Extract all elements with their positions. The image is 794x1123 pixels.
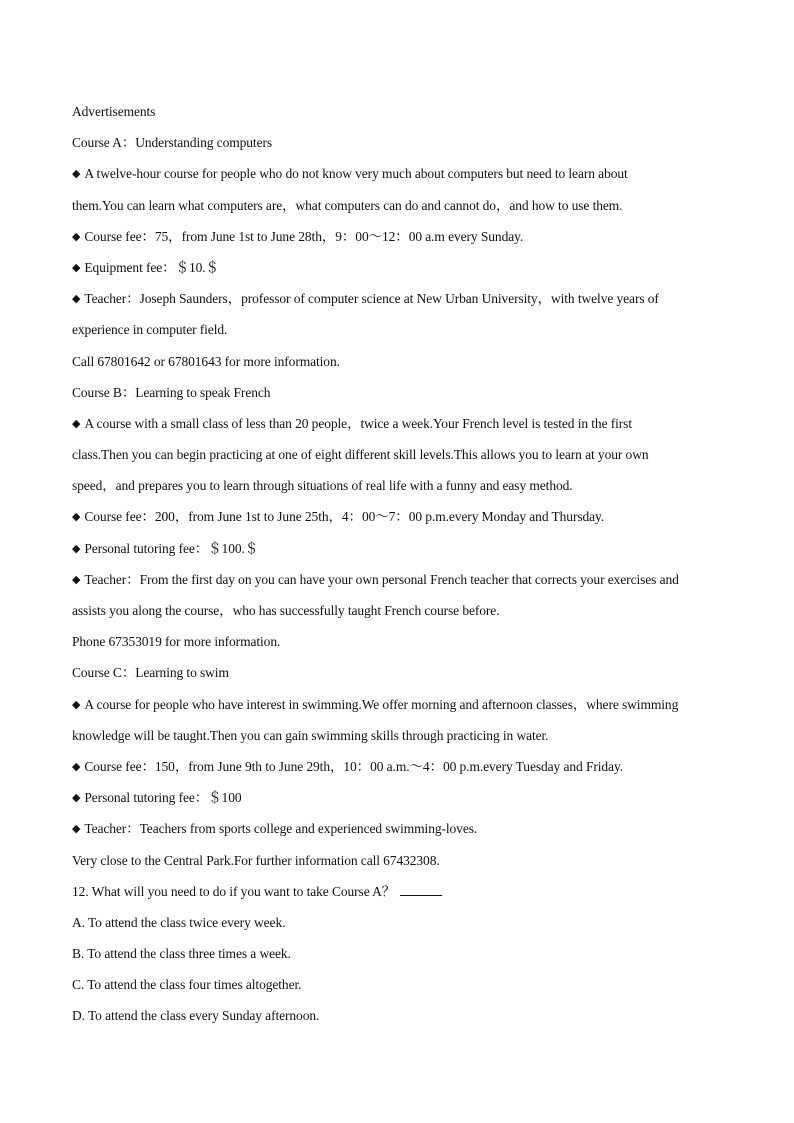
option-text: To attend the class four times altogether. [87,977,302,993]
answer-option[interactable] [72,1005,732,1036]
line-text: Teacher：Joseph Saunders，professor of computer science at New Urban University，with twelve years of [84,291,659,307]
diamond-bullet-icon: ◆ [72,759,81,773]
line-text: Phone 67353019 for more information. [72,634,281,650]
option-text: To attend the class every Sunday afternoon. [87,1008,320,1024]
line-text: experience in computer field. [72,322,228,338]
option-letter: C. [72,977,88,993]
diamond-bullet-icon: ◆ [72,697,81,711]
question-number: 12 [72,883,86,899]
diamond-bullet-icon: ◆ [72,167,81,181]
line-text: A course with a small class of less than 20 people，twice a week.Your French level is tested in the first [84,415,632,431]
document-page [72,101,732,1037]
text-line [72,132,732,163]
diamond-bullet-icon: ◆ [72,260,81,274]
text-line [72,195,732,226]
line-text: Call 67801642 or 67801643 for more information. [72,353,340,369]
line-text: Advertisements [72,104,156,119]
line-text: Course fee：75，from June 1st to June 28th，9：00～12：00 a.m every Sunday. [84,228,524,244]
question-text: What will you need to do if you want to take Course A？ [91,883,396,899]
bullet-line [72,787,732,818]
option-letter: D. [72,1008,88,1024]
bullet-line [72,288,732,319]
answer-options [72,912,732,1037]
diamond-bullet-icon: ◆ [72,416,81,430]
line-text: Course B：Learning to speak French [72,384,271,400]
bullet-line [72,818,732,849]
bullet-line [72,226,732,257]
text-line [72,850,732,881]
text-line [72,101,732,132]
diamond-bullet-icon: ◆ [72,791,81,805]
line-text: A twelve-hour course for people who do not know very much about computers but need to learn about [84,166,628,182]
option-letter: B. [72,946,88,962]
option-text: To attend the class three times a week. [87,946,291,962]
line-text: Very close to the Central Park.For further information call 67432308. [72,852,440,868]
line-text: Personal tutoring fee：＄100.＄ [84,540,259,556]
line-text: Course fee：200，from June 1st to June 25th，4：00～7：00 p.m.every Monday and Thursday. [84,509,605,525]
diamond-bullet-icon: ◆ [72,229,81,243]
question-line [72,881,732,912]
diamond-bullet-icon: ◆ [72,572,81,586]
diamond-bullet-icon: ◆ [72,510,81,524]
text-line [72,319,732,350]
bullet-line [72,756,732,787]
line-text: Teacher：Teachers from sports college and experienced swimming-loves. [84,821,478,837]
line-text: Personal tutoring fee：＄100 [84,790,242,806]
bullet-line [72,163,732,194]
answer-option[interactable] [72,912,732,943]
text-line [72,444,732,475]
line-text: them.You can learn what computers are，what computers can do and cannot do，and how to use them. [72,197,623,213]
text-line [72,631,732,662]
bullet-line [72,538,732,569]
text-line [72,600,732,631]
line-text: knowledge will be taught.Then you can gain swimming skills through practicing in water. [72,727,549,743]
line-text: Course A：Understanding computers [72,135,273,151]
diamond-bullet-icon: ◆ [72,822,81,836]
bullet-line [72,506,732,537]
diamond-bullet-icon: ◆ [72,292,81,306]
text-line [72,662,732,693]
question-dot: . [85,883,89,899]
line-text: speed，and prepares you to learn through situations of real life with a funny and easy method. [72,478,573,494]
text-line [72,725,732,756]
bullet-line [72,569,732,600]
text-line [72,382,732,413]
line-text: Course fee：150，from June 9th to June 29th，10：00 a.m.～4：00 p.m.every Tuesday and Friday. [84,758,623,774]
line-text: assists you along the course，who has successfully taught French course before. [72,603,500,618]
text-line [72,475,732,506]
answer-option[interactable] [72,943,732,974]
option-letter: A. [72,914,88,930]
answer-option[interactable] [72,974,732,1005]
text-line [72,351,732,382]
line-text: class.Then you can begin practicing at one of eight different skill levels.This allows you to learn at your own [72,447,649,463]
diamond-bullet-icon: ◆ [72,541,81,555]
line-text: A course for people who have interest in swimming.We offer morning and afternoon classes，where swimming [84,696,679,712]
line-text: Teacher：From the first day on you can have your own personal French teacher that corrects your exercises and [84,571,679,587]
line-text: Course C：Learning to swim [72,665,229,681]
bullet-line [72,413,732,444]
bullet-line [72,257,732,288]
bullet-line [72,694,732,725]
option-text: To attend the class twice every week. [87,914,286,930]
line-text: Equipment fee：＄10.＄ [84,259,219,275]
answer-blank[interactable] [400,882,442,896]
advertisement-body [72,101,732,881]
